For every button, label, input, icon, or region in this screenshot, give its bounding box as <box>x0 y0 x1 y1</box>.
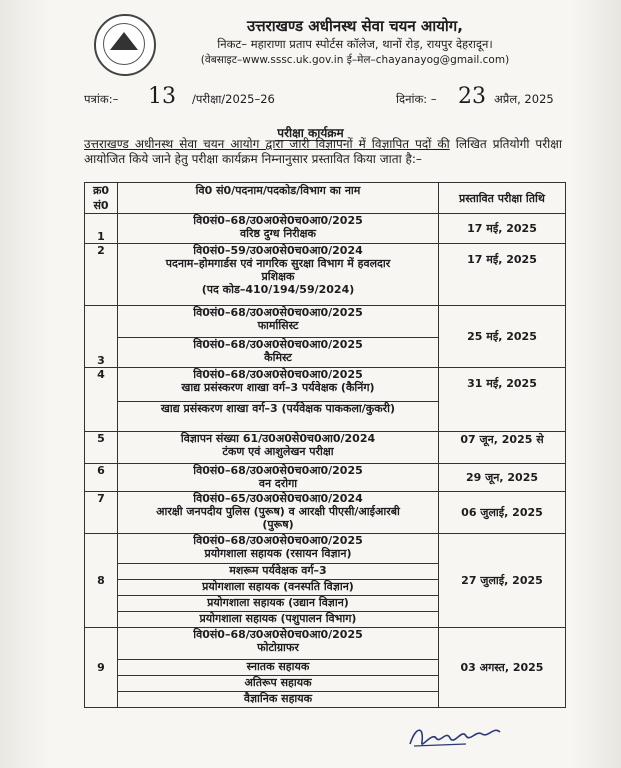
row-post-detail <box>118 612 439 628</box>
post-line: टंकण एवं आशुलेखन परीक्षा <box>222 445 334 458</box>
col-post-header: वि0 सं0/पदनाम/पदकोड/विभाग का नाम <box>118 183 439 214</box>
row-sn: 1 <box>85 214 118 244</box>
row-post-detail <box>118 534 439 564</box>
org-contact: (वेबसाइट–www.sssc.uk.gov.in ई–मेल–chayanayog@gmail.com) <box>200 54 510 66</box>
row-exam-date: 17 मई, 2025 <box>439 244 566 306</box>
mountain-emblem-icon <box>110 32 138 50</box>
post-line: खाद्य प्रसंस्करण शाखा वर्ग–3 (पर्यवेक्षक पाककला/कुकरी) <box>160 402 396 415</box>
row-post-detail <box>118 464 439 492</box>
row-post-detail <box>118 306 439 338</box>
page-title: परीक्षा कार्यक्रम <box>277 126 344 140</box>
post-line: वन दरोगा <box>258 477 298 490</box>
post-line: वि0सं0–68/उ0अ0से0च0आ0/2025 <box>193 338 363 351</box>
row-post-detail <box>118 402 439 432</box>
post-line: वि0सं0–59/उ0अ0से0च0आ0/2024 <box>193 244 363 257</box>
row-exam-date: 17 मई, 2025 <box>439 214 566 244</box>
org-name: उत्तराखण्ड अधीनस्थ सेवा चयन आयोग, <box>247 17 463 35</box>
row-sn: 9 <box>85 628 118 708</box>
table-row <box>85 432 566 464</box>
post-line: प्रयोगशाला सहायक (पशुपालन विभाग) <box>199 612 357 625</box>
table-row <box>85 534 566 564</box>
post-line: वरिष्ठ दुग्ध निरीक्षक <box>240 227 316 240</box>
row-exam-date: 07 जून, 2025 से <box>439 432 566 464</box>
post-line: वि0सं0–68/उ0अ0से0च0आ0/2025 <box>193 368 363 381</box>
row-sn: 3 <box>85 306 118 368</box>
col-date-header: प्रस्तावित परीक्षा तिथि <box>439 183 566 214</box>
row-post-detail <box>118 628 439 660</box>
row-post-detail <box>118 660 439 676</box>
post-line: मशरूम पर्यवेक्षक वर्ग–3 <box>229 564 327 577</box>
post-line: प्रयोगशाला सहायक (वनस्पति विज्ञान) <box>202 580 354 593</box>
intro-rest: लिखित प्रतियोगी परीक्षा आयोजित किये जाने हेतु परीक्षा कार्यक्रम निम्नानुसार प्रस्तावित किया जाता है:– <box>84 137 562 166</box>
post-line: फोटोग्राफर <box>257 641 299 654</box>
letterhead <box>160 16 550 68</box>
post-line: प्रयोगशाला सहायक (रसायन विज्ञान) <box>204 547 352 560</box>
post-line: वि0सं0–68/उ0अ0से0च0आ0/2025 <box>193 306 363 319</box>
row-sn: 8 <box>85 534 118 628</box>
row-exam-date: 31 मई, 2025 <box>439 368 566 432</box>
row-post-detail <box>118 692 439 708</box>
col-sn-header: क्र0 सं0 <box>85 183 118 214</box>
post-line: वि0सं0–68/उ0अ0से0च0आ0/2025 <box>193 214 363 227</box>
table-row <box>85 244 566 306</box>
row-exam-date: 29 जून, 2025 <box>439 464 566 492</box>
post-line: वैज्ञानिक सहायक <box>243 692 313 705</box>
row-exam-date: 06 जुलाई, 2025 <box>439 492 566 534</box>
row-exam-date: 27 जुलाई, 2025 <box>439 534 566 628</box>
row-sn: 6 <box>85 464 118 492</box>
org-address: निकट– महाराणा प्रताप स्पोर्टस कॉलेज, थानों रोड़, रायपुर देहरादून। <box>217 37 493 51</box>
row-sn: 2 <box>85 244 118 306</box>
row-post-detail <box>118 596 439 612</box>
row-post-detail <box>118 676 439 692</box>
post-line: प्रशिक्षक <box>261 270 295 283</box>
post-line: पदनाम–होमगार्डस एवं नागरिक सुरक्षा विभाग में हवलदार <box>165 257 391 270</box>
post-line: (पद कोड–410/194/59/2024) <box>201 283 355 296</box>
table-row <box>85 306 566 338</box>
row-post-detail <box>118 244 439 306</box>
table-row <box>85 214 566 244</box>
post-line: (पुरूष) <box>262 518 294 531</box>
date-label: दिनांक: – <box>396 92 437 106</box>
table-row <box>85 368 566 402</box>
ref-number: 13 <box>148 84 176 109</box>
table-header-row <box>85 183 566 214</box>
row-post-detail <box>118 338 439 368</box>
intro-underlined: उत्तराखण्ड अधीनस्थ सेवा चयन आयोग द्वारा जारी विज्ञापनों में विज्ञापित पदों की <box>84 137 450 151</box>
row-exam-date: 25 मई, 2025 <box>439 306 566 368</box>
intro-paragraph <box>84 137 562 167</box>
table-row <box>85 464 566 492</box>
post-line: आरक्षी जनपदीय पुलिस (पुरूष) व आरक्षी पीएसी/आईआरबी <box>156 505 400 518</box>
row-post-detail <box>118 368 439 402</box>
row-sn: 5 <box>85 432 118 464</box>
post-line: कैमिस्ट <box>264 351 292 364</box>
row-post-detail <box>118 214 439 244</box>
row-sn: 4 <box>85 368 118 432</box>
date-day: 23 <box>458 84 486 109</box>
post-line: वि0सं0–68/उ0अ0से0च0आ0/2025 <box>193 464 363 477</box>
post-line: वि0सं0–65/उ0अ0से0च0आ0/2024 <box>193 492 363 505</box>
row-post-detail <box>118 564 439 580</box>
row-post-detail <box>118 580 439 596</box>
post-line: वि0सं0–68/उ0अ0से0च0आ0/2025 <box>193 628 363 641</box>
table-row <box>85 628 566 660</box>
row-post-detail <box>118 492 439 534</box>
ref-suffix: /परीक्षा/2025–26 <box>192 92 275 106</box>
post-line: वि0सं0–68/उ0अ0से0च0आ0/2025 <box>193 534 363 547</box>
row-exam-date: 03 अगस्त, 2025 <box>439 628 566 708</box>
row-sn: 7 <box>85 492 118 534</box>
row-post-detail <box>118 432 439 464</box>
signature <box>406 716 526 756</box>
ref-label: पत्रांक:– <box>84 92 119 106</box>
post-line: स्नातक सहायक <box>246 660 310 673</box>
post-line: अतिरूप सहायक <box>244 676 312 689</box>
post-line: फार्मासिस्ट <box>257 319 299 332</box>
commission-logo <box>94 14 156 76</box>
date-month-year: अप्रैल, 2025 <box>494 92 554 106</box>
table-row <box>85 492 566 534</box>
post-line: विज्ञापन संख्या 61/उ0अ0से0च0आ0/2024 <box>180 432 376 445</box>
post-line: प्रयोगशाला सहायक (उद्यान विज्ञान) <box>207 596 349 609</box>
exam-schedule-table <box>84 182 566 708</box>
post-line: खाद्य प्रसंस्करण शाखा वर्ग–3 पर्यवेक्षक (कैनिंग) <box>181 381 375 394</box>
